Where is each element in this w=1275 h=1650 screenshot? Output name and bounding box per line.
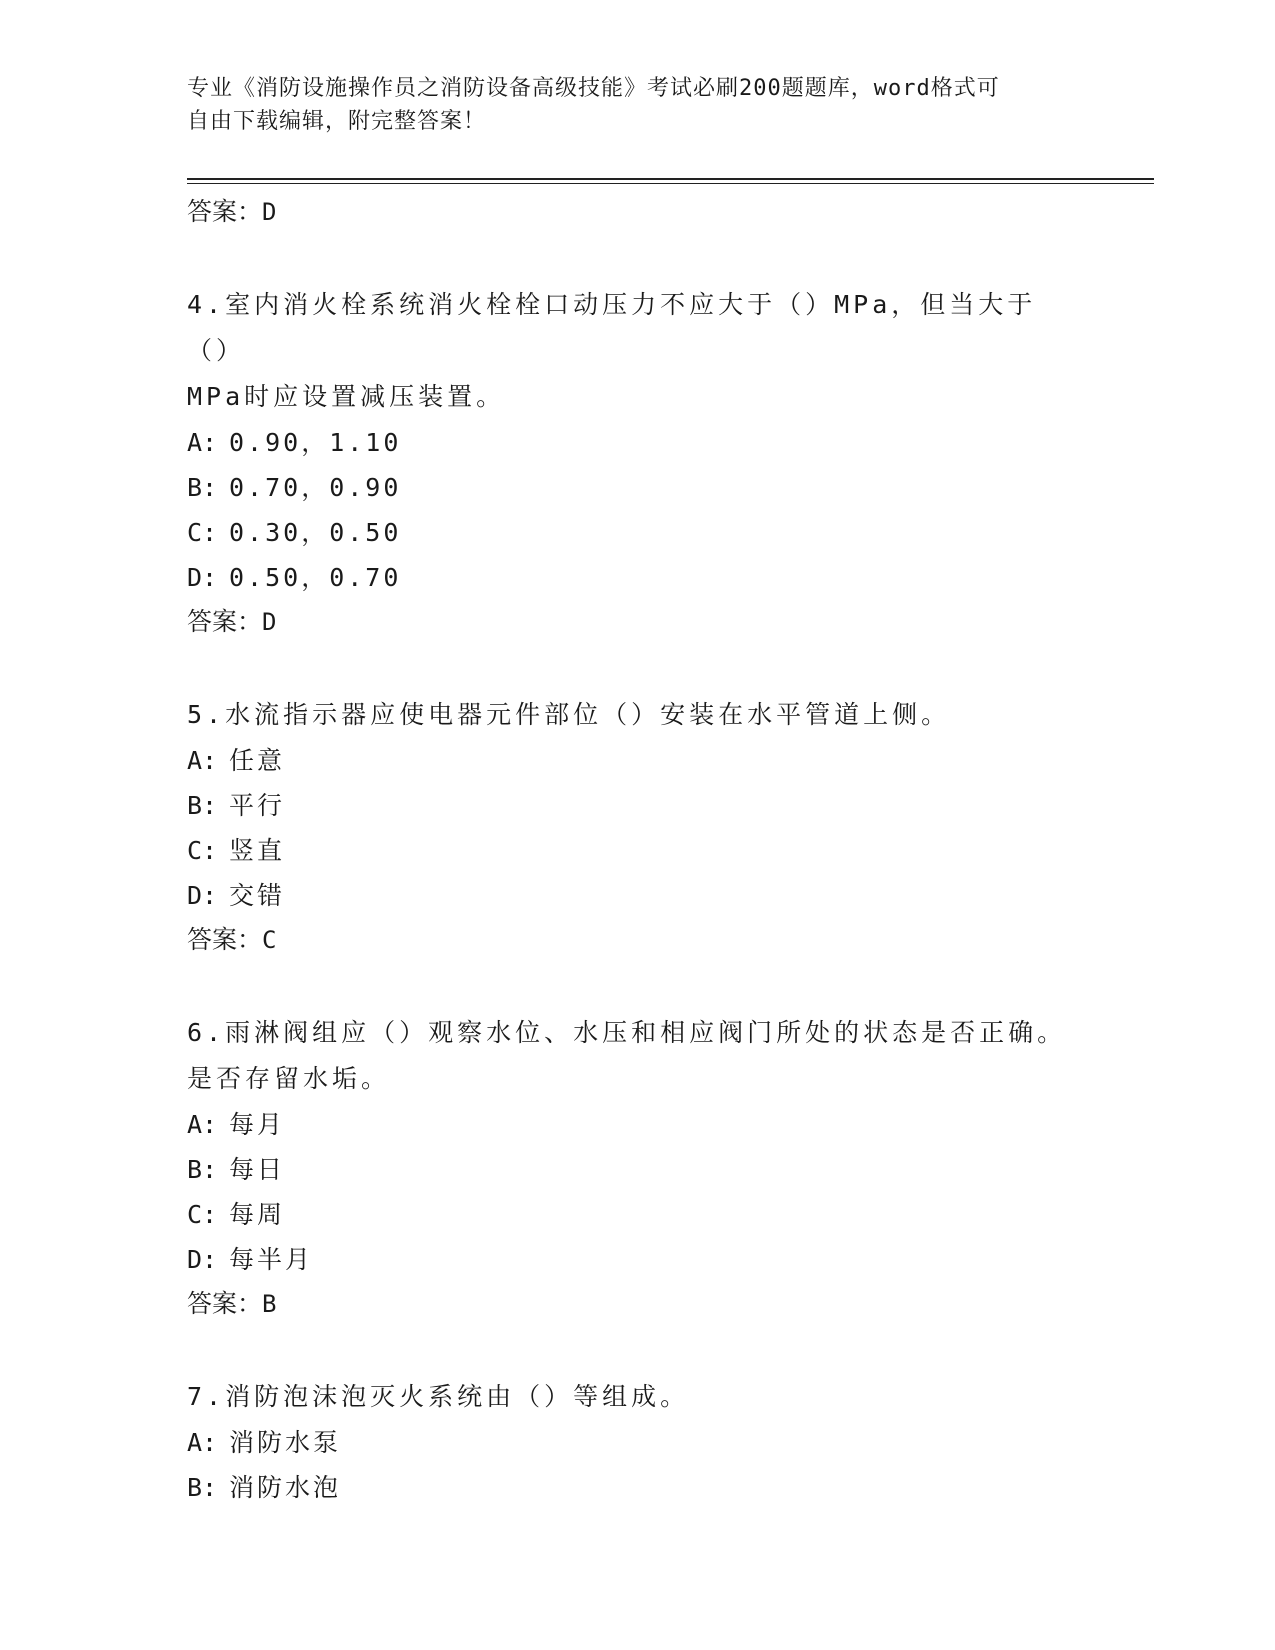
option-text: 平行 xyxy=(229,791,286,820)
question-block xyxy=(187,1010,1087,1326)
answer-line xyxy=(187,190,1087,234)
answer-value: B xyxy=(262,1290,277,1318)
question-text xyxy=(187,692,1067,738)
option-key: D: xyxy=(187,563,218,592)
option-key: A: xyxy=(187,1428,218,1457)
spacer xyxy=(187,234,1087,282)
answer-value: D xyxy=(262,198,277,226)
option-text: 0.30，0.50 xyxy=(229,518,402,547)
option-text: 交错 xyxy=(229,881,286,910)
option-d xyxy=(187,555,1087,600)
option-text: 每周 xyxy=(229,1200,286,1229)
question-line: 7.消防泡沫泡灭火系统由（）等组成。 xyxy=(187,1382,690,1411)
answer-line xyxy=(187,1282,1087,1326)
option-key: C: xyxy=(187,1200,218,1229)
question-text xyxy=(187,1374,1067,1420)
option-text: 0.50，0.70 xyxy=(229,563,402,592)
question-block xyxy=(187,282,1087,644)
option-c xyxy=(187,510,1087,555)
answer-value: C xyxy=(262,926,277,954)
option-text: 0.70，0.90 xyxy=(229,473,402,502)
answer-line xyxy=(187,600,1087,644)
option-key: D: xyxy=(187,881,218,910)
option-key: A: xyxy=(187,1110,218,1139)
option-text: 每月 xyxy=(229,1110,286,1139)
option-key: B: xyxy=(187,473,218,502)
question-line: 5.水流指示器应使电器元件部位（）安装在水平管道上侧。 xyxy=(187,700,951,729)
option-d xyxy=(187,873,1087,918)
question-line: MPa时应设置减压装置。 xyxy=(187,382,506,411)
option-text: 竖直 xyxy=(229,836,286,865)
option-text: 每半月 xyxy=(229,1245,314,1274)
spacer xyxy=(187,1326,1087,1374)
option-c xyxy=(187,828,1087,873)
spacer xyxy=(187,644,1087,692)
document-header xyxy=(187,72,1067,138)
answer-label: 答案： xyxy=(187,607,263,636)
option-b xyxy=(187,1465,1087,1510)
header-line-1: 专业《消防设施操作员之消防设备高级技能》考试必刷200题题库，word格式可 xyxy=(187,76,1000,101)
header-line-2: 自由下载编辑，附完整答案！ xyxy=(187,109,487,134)
option-key: A: xyxy=(187,746,218,775)
spacer xyxy=(187,962,1087,1010)
option-b xyxy=(187,465,1087,510)
question-line: 是否存留水垢。 xyxy=(187,1064,391,1093)
option-key: B: xyxy=(187,1473,218,1502)
option-c xyxy=(187,1192,1087,1237)
answer-line xyxy=(187,918,1087,962)
document-body xyxy=(187,190,1087,1510)
answer-label: 答案： xyxy=(187,197,263,226)
option-key: C: xyxy=(187,518,218,547)
question-line: 4.室内消火栓系统消火栓栓口动压力不应大于（）MPa，但当大于（） xyxy=(187,290,1037,365)
option-key: A: xyxy=(187,428,218,457)
answer-value: D xyxy=(262,608,277,636)
answer-label: 答案： xyxy=(187,925,263,954)
option-key: B: xyxy=(187,1155,218,1184)
answer-label: 答案： xyxy=(187,1289,263,1318)
option-key: C: xyxy=(187,836,218,865)
option-a xyxy=(187,738,1087,783)
option-text: 消防水泵 xyxy=(229,1428,342,1457)
header-divider-thin xyxy=(187,183,1154,184)
option-a xyxy=(187,420,1087,465)
option-text: 每日 xyxy=(229,1155,286,1184)
option-key: B: xyxy=(187,791,218,820)
option-b xyxy=(187,1147,1087,1192)
option-key: D: xyxy=(187,1245,218,1274)
option-d xyxy=(187,1237,1087,1282)
option-text: 0.90，1.10 xyxy=(229,428,402,457)
question-block xyxy=(187,692,1087,962)
option-a xyxy=(187,1420,1087,1465)
question-text xyxy=(187,282,1067,420)
option-text: 消防水泡 xyxy=(229,1473,342,1502)
option-text: 任意 xyxy=(229,746,286,775)
option-b xyxy=(187,783,1087,828)
question-text xyxy=(187,1010,1067,1102)
option-a xyxy=(187,1102,1087,1147)
header-divider xyxy=(187,178,1154,180)
question-line: 6.雨淋阀组应（）观察水位、水压和相应阀门所处的状态是否正确。 xyxy=(187,1018,1067,1047)
question-block xyxy=(187,1374,1087,1510)
